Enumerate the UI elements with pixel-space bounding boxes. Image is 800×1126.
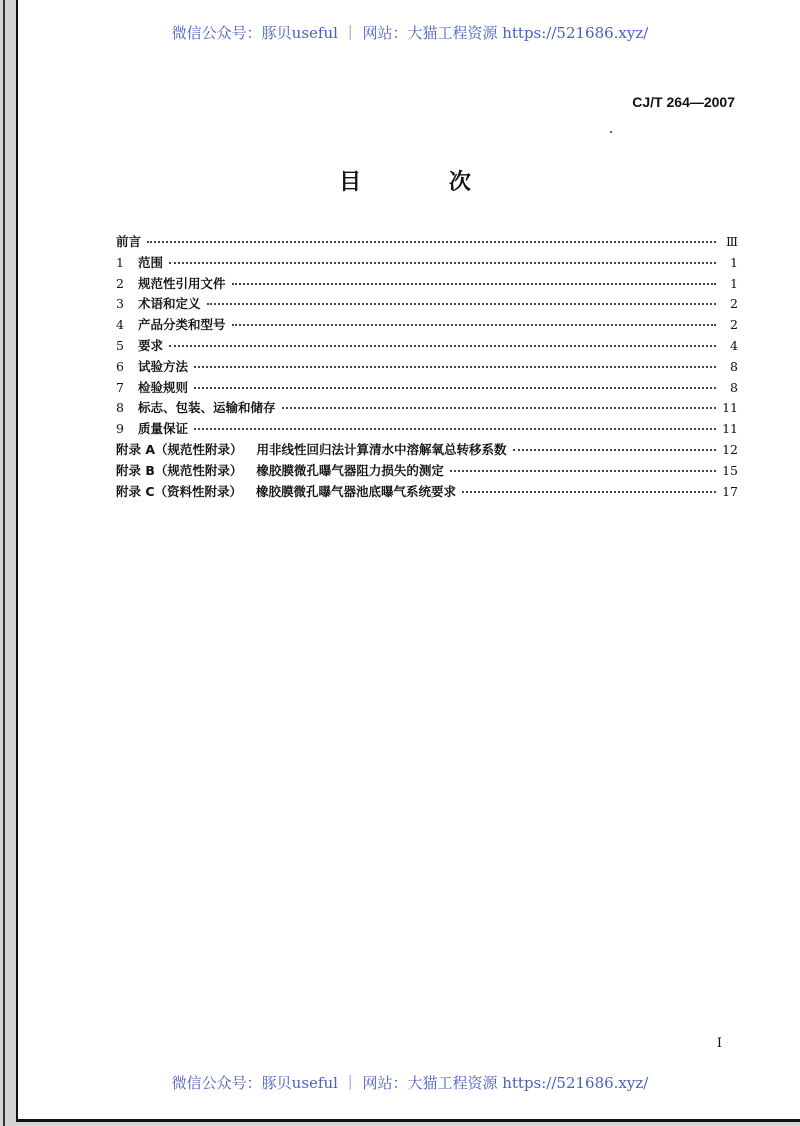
toc-entry-page: 1 [730, 254, 738, 270]
toc-entry-label: 附录 C（资料性附录） 橡胶膜微孔曝气器池底曝气系统要求 [116, 483, 457, 499]
toc-entry-label: 术语和定义 [138, 296, 201, 312]
toc-entry-number: 7 [116, 379, 124, 395]
toc-leader-dots [169, 345, 716, 347]
toc-entry-number: 5 [116, 337, 124, 353]
toc-entry-label: 规范性引用文件 [138, 275, 226, 291]
toc-entry-label: 标志、包装、运输和储存 [138, 400, 276, 416]
toc-entry-label: 质量保证 [138, 421, 189, 437]
toc-entry-page: 8 [730, 358, 738, 374]
watermark-top: 微信公众号：豚贝useful ｜ 网站：大猫工程资源 https://521686.xyz/ [171, 24, 649, 42]
toc-entry-page: Ⅲ [725, 234, 738, 249]
toc-leader-dots [232, 283, 716, 285]
toc-entry[interactable] [116, 461, 738, 482]
toc-entry-subtitle: 橡胶膜微孔曝气器池底曝气系统要求 [256, 483, 457, 499]
toc-leader-dots [450, 470, 716, 472]
scan-left-rule [3, 0, 5, 1126]
toc-entry-page: 11 [722, 400, 738, 416]
toc-entry[interactable] [116, 378, 738, 399]
toc-entry-page: 1 [730, 275, 738, 291]
toc-entry-label: 要求 [138, 337, 164, 353]
toc-entry-number: 2 [116, 275, 124, 291]
page-number: I [716, 1036, 722, 1051]
toc-entry-label: 附录 A（规范性附录） 用非线性回归法计算清水中溶解氧总转移系数 [116, 441, 507, 457]
document-page [16, 0, 800, 1122]
toc-entry-number: 3 [116, 296, 124, 312]
standard-code: CJ/T 264—2007 [632, 94, 735, 110]
toc-entry-page: 2 [730, 296, 738, 312]
toc-leader-dots [232, 324, 716, 326]
toc-leader-dots [147, 241, 716, 243]
toc-entry-number: 1 [116, 254, 124, 270]
toc-entry-label: 前言 [116, 234, 142, 249]
watermark-bottom: 微信公众号：豚贝useful ｜ 网站：大猫工程资源 https://521686.xyz/ [171, 1074, 649, 1092]
toc-leader-dots [194, 428, 716, 430]
toc-entry-number: 6 [116, 358, 124, 374]
toc-entry[interactable] [116, 294, 738, 315]
toc-entry-page: 17 [722, 483, 738, 499]
toc-entry[interactable] [116, 482, 738, 503]
toc-entry-label: 检验规则 [138, 379, 189, 395]
toc-entry-number: 4 [116, 317, 124, 333]
toc-entry-page: 11 [722, 421, 738, 437]
toc-entry-number: 9 [116, 421, 124, 437]
toc-entry-page: 4 [730, 337, 738, 353]
toc-entry-subtitle: 橡胶膜微孔曝气器阻力损失的测定 [256, 462, 444, 478]
toc-leader-dots [194, 366, 716, 368]
toc-entry-page: 2 [730, 317, 738, 333]
toc-entry-label: 范围 [138, 254, 164, 270]
toc-entry-label: 附录 B（规范性附录） 橡胶膜微孔曝气器阻力损失的测定 [116, 462, 444, 478]
toc-entry[interactable] [116, 232, 738, 253]
toc-entry-page: 12 [722, 441, 738, 457]
toc-entry[interactable] [116, 419, 738, 440]
toc-entry[interactable] [116, 357, 738, 378]
toc-entry-number: 8 [116, 400, 124, 416]
toc-entry[interactable] [116, 315, 738, 336]
table-of-contents [116, 232, 738, 502]
toc-leader-dots [207, 303, 716, 305]
scan-speck [610, 131, 612, 133]
toc-leader-dots [462, 491, 716, 493]
toc-entry[interactable] [116, 336, 738, 357]
toc-entry[interactable] [116, 398, 738, 419]
toc-leader-dots [194, 387, 716, 389]
toc-leader-dots [282, 407, 716, 409]
toc-leader-dots [169, 262, 716, 264]
toc-entry-page: 15 [722, 462, 738, 478]
toc-entry-label: 试验方法 [138, 358, 189, 374]
toc-entry[interactable] [116, 253, 738, 274]
toc-entry-page: 8 [730, 379, 738, 395]
toc-entry-label: 产品分类和型号 [138, 317, 226, 333]
page-title: 目 次 [339, 170, 511, 195]
toc-entry-subtitle: 用非线性回归法计算清水中溶解氧总转移系数 [256, 441, 507, 457]
toc-leader-dots [513, 449, 716, 451]
toc-entry[interactable] [116, 440, 738, 461]
toc-entry[interactable] [116, 274, 738, 295]
